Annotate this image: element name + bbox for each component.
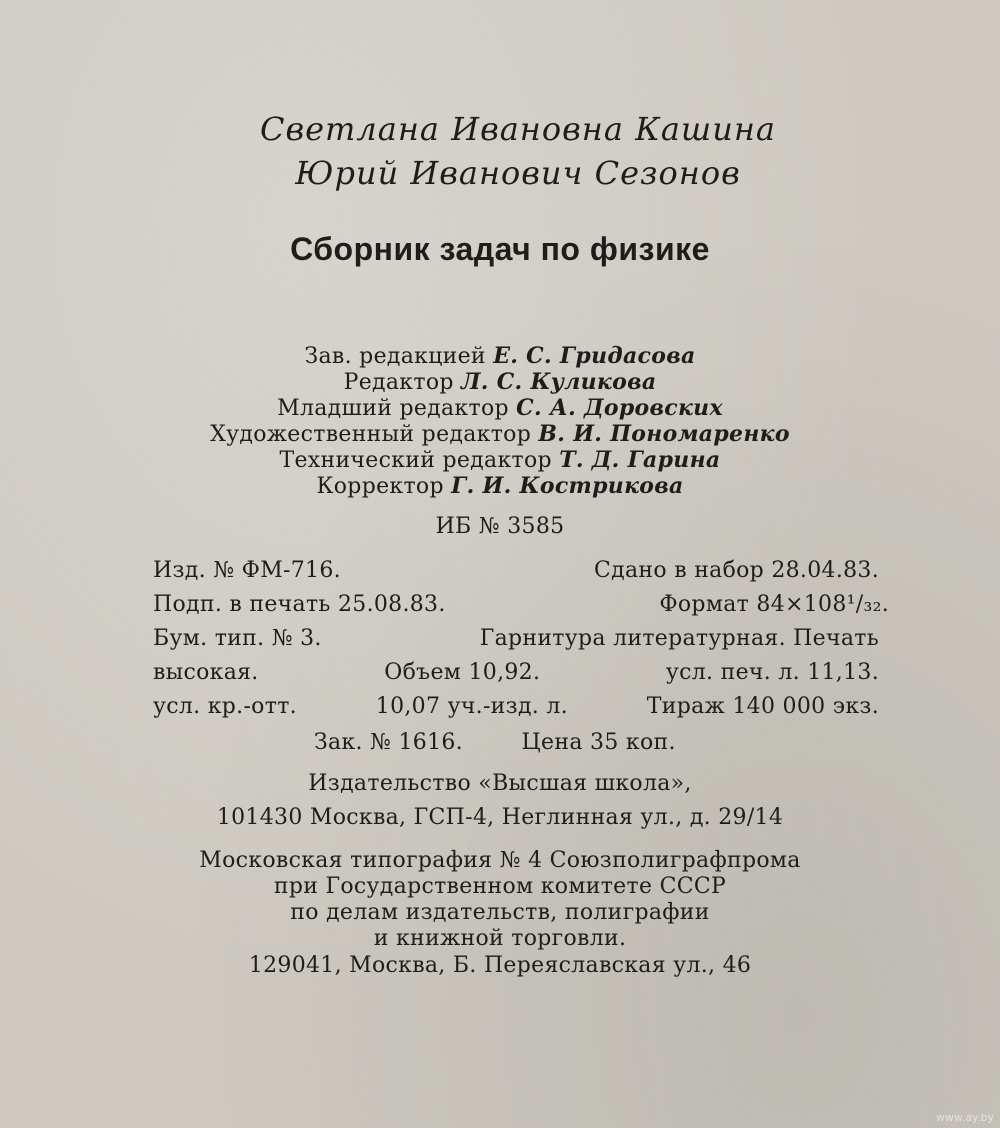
print-run: Тираж 140 000 экз. [646,694,879,719]
credit-line [0,343,1000,370]
credit-role: Художественный редактор [210,422,532,447]
imprint-line-4 [153,660,879,686]
publisher-sheets: 10,07 уч.-изд. л. [375,694,568,719]
credit-name: С. А. Доровских [516,395,723,421]
credit-role: Редактор [343,370,454,395]
imprint-line-6 [314,730,676,756]
author-2: Юрий Иванович Сезонов [295,154,741,192]
credit-name: Т. Д. Гарина [559,447,721,473]
print-method: высокая. [153,660,259,685]
credit-line [0,421,1000,448]
credit-name: Г. И. Кострикова [451,473,684,499]
printer-line: по делам издательств, полиграфии [290,900,710,925]
color-prints: усл. кр.-отт. [153,694,297,719]
credit-line [0,395,1000,422]
credit-role: Корректор [316,474,444,499]
printer-line: Московская типография № 4 Союзполиграфпрома [199,848,801,873]
printer-line: при Государственном комитете СССР [273,874,727,899]
credit-name: В. И. Пономаренко [538,421,790,447]
imprint-line-1 [153,558,879,584]
imprint-line-2 [153,592,889,618]
credit-line [0,369,1000,396]
paper-type: Бум. тип. № 3. [153,626,322,651]
format: Формат 84×108¹/₃₂. [659,592,889,617]
credit-role: Технический редактор [279,448,552,473]
credit-role: Младший редактор [277,396,509,421]
publisher-address: 101430 Москва, ГСП-4, Неглинная ул., д. 29/14 [216,805,784,830]
sdano-date: Сдано в набор 28.04.83. [594,558,879,583]
print-sheets: усл. печ. л. 11,13. [665,660,879,685]
publisher-name: Издательство «Высшая школа», [308,771,692,796]
credit-name: Л. С. Куликова [461,369,657,395]
credit-name: Е. С. Гридасова [493,343,696,369]
order-number: Зак. № 1616. [314,730,463,755]
site-watermark: www.ay.by [935,1111,994,1124]
imprint-line-3 [153,626,879,652]
credit-line [0,473,1000,500]
credit-role: Зав. редакцией [304,344,486,369]
izd-number: Изд. № ФМ-716. [153,558,341,583]
credit-line [0,447,1000,474]
printer-address: 129041, Москва, Б. Переяславская ул., 46 [248,953,752,978]
ib-number: ИБ № 3585 [435,514,565,539]
volume: Объем 10,92. [384,660,541,685]
author-1: Светлана Ивановна Кашина [260,110,776,148]
imprint-line-5 [153,694,879,720]
printer-line: и книжной торговли. [373,926,627,951]
price: Цена 35 коп. [521,730,676,755]
book-title: Сборник задач по физике [290,231,710,267]
typeface: Гарнитура литературная. Печать [479,626,879,651]
podp-date: Подп. в печать 25.08.83. [153,592,446,617]
